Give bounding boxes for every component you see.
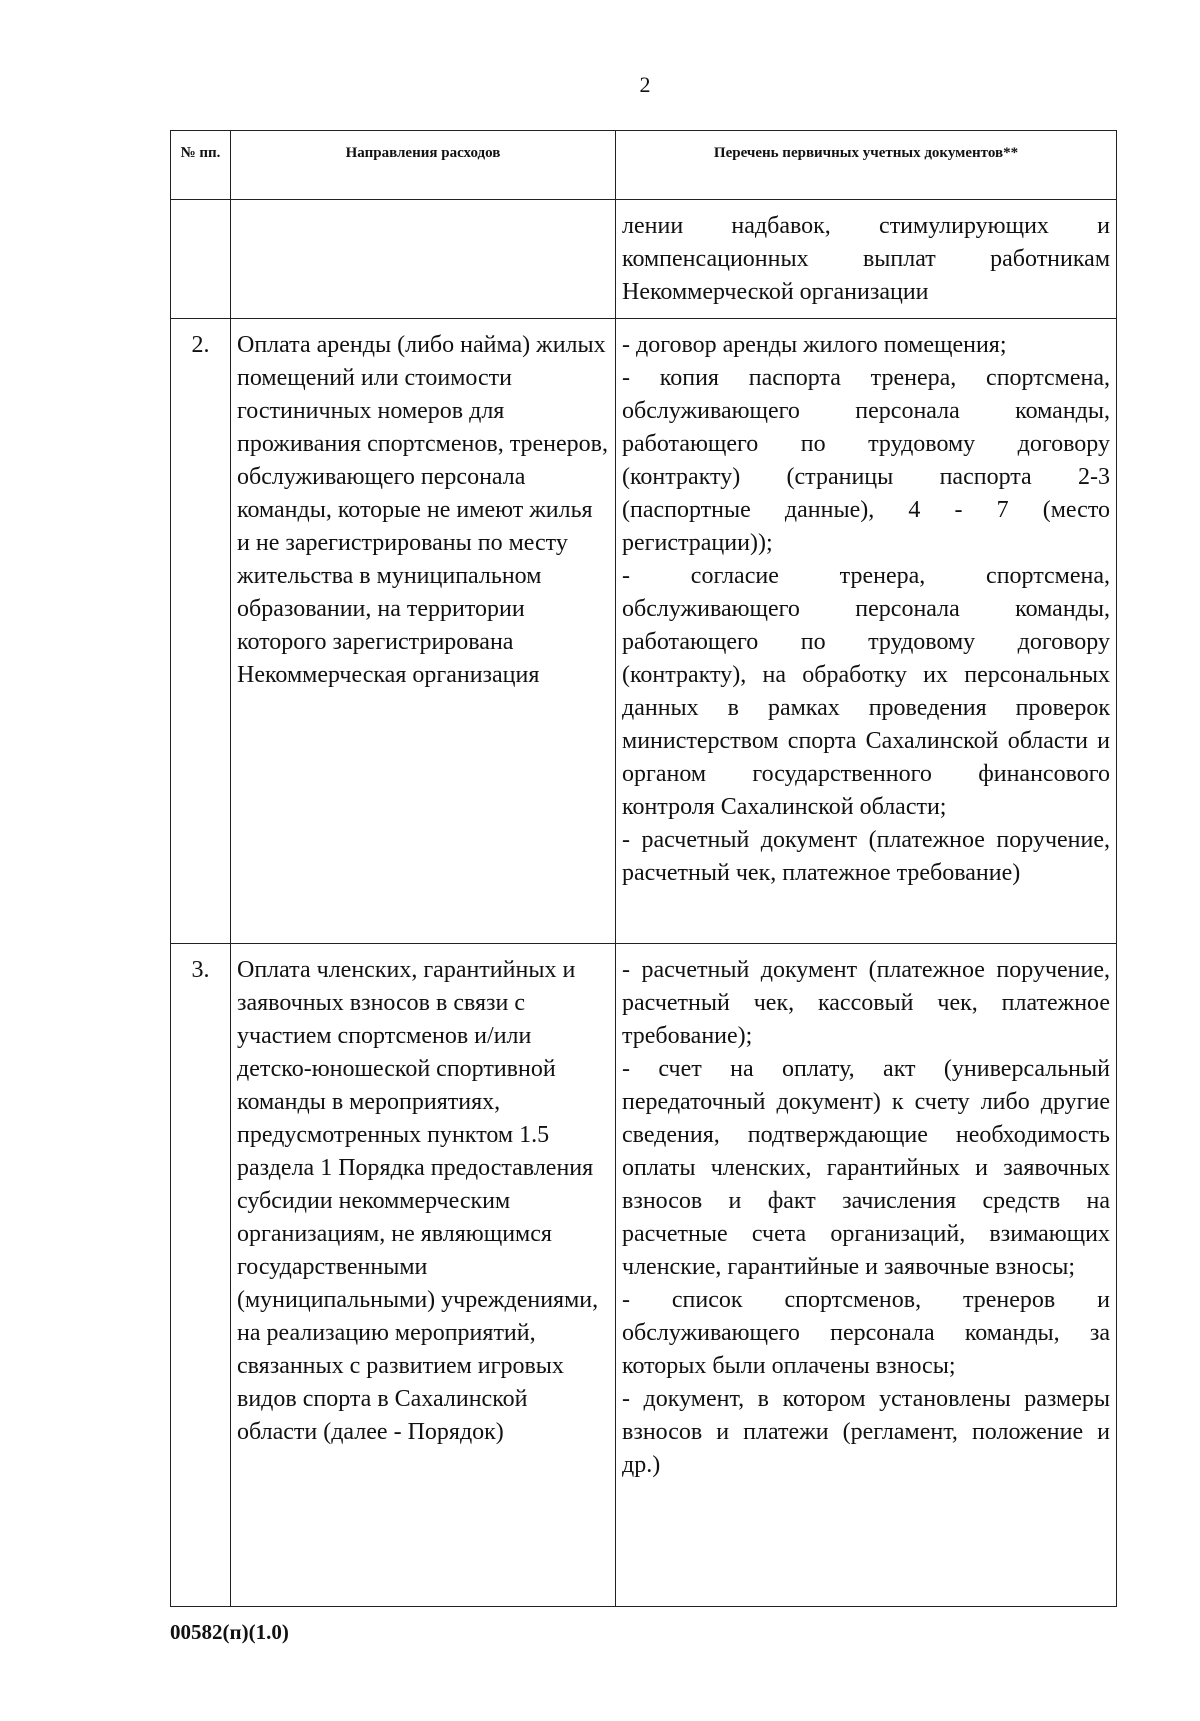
row-num: 3.: [171, 944, 231, 1607]
row-num: 2.: [171, 319, 231, 944]
document-item: - расчетный документ (платежное поручение, расчетный чек, кассовый чек, платежное требование);: [622, 957, 1110, 1049]
table-row-continuation: [171, 200, 1117, 319]
table-header-row: [171, 131, 1117, 200]
row-direction: Оплата членских, гарантийных и заявочных взносов в связи с участием спортсменов и/или детско-юношеской спортивной команды в мероприятиях, предусмотренных пунктом 1.5 раздела 1 Порядка предоставления субсидии некоммерческим организациям, не являющимся государственными (муниципальными) учреждениями, на реализацию мероприятий, связанных с развитием игровых видов спорта в Сахалинской области (далее - Порядок): [231, 944, 616, 1607]
row-documents: лении надбавок, стимулирующих и компенсационных выплат работникам Некоммерческой организации: [616, 200, 1117, 319]
expenses-table: [170, 130, 1117, 1607]
row-documents: [616, 944, 1117, 1607]
row-num: [171, 200, 231, 319]
header-documents: Перечень первичных учетных документов**: [616, 131, 1117, 200]
row-direction: [231, 200, 616, 319]
document-item: - копия паспорта тренера, спортсмена, обслуживающего персонала команды, работающего по трудовому договору (контракту) (страницы паспорта 2-3 (паспортные данные), 4 - 7 (место регистрации));: [622, 365, 1110, 556]
header-num: № пп.: [171, 131, 231, 200]
document-item: - договор аренды жилого помещения;: [622, 332, 1007, 358]
row-documents: [616, 319, 1117, 944]
header-direction: Направления расходов: [231, 131, 616, 200]
document-item: - документ, в котором установлены размеры взносов и платежи (регламент, положение и др.): [622, 1386, 1110, 1478]
document-item: - список спортсменов, тренеров и обслуживающего персонала команды, за которых были оплачены взносы;: [622, 1287, 1110, 1379]
document-item: - согласие тренера, спортсмена, обслуживающего персонала команды, работающего по трудовому договору (контракту), на обработку их персональных данных в рамках проведения проверок министерством спорта Сахалинской области и органом государственного финансового контроля Сахалинской области;: [622, 563, 1110, 820]
row-direction: Оплата аренды (либо найма) жилых помещений или стоимости гостиничных номеров для проживания спортсменов, тренеров, обслуживающего персонала команды, которые не имеют жилья и не зарегистрированы по месту жительства в муниципальном образовании, на территории которого зарегистрирована Некоммерческая организация: [231, 319, 616, 944]
page-number: 2: [639, 72, 651, 97]
table-row: [171, 319, 1117, 944]
table-row: [171, 944, 1117, 1607]
document-code: 00582(п)(1.0): [170, 1620, 289, 1644]
document-item: - расчетный документ (платежное поручение, расчетный чек, платежное требование): [622, 827, 1110, 886]
document-item: - счет на оплату, акт (универсальный передаточный документ) к счету либо другие сведения, подтверждающие необходимость оплаты членских, гарантийных и заявочных взносов и факт зачисления средств на расчетные счета организаций, взимающих членские, гарантийные и заявочные взносы;: [622, 1056, 1110, 1280]
